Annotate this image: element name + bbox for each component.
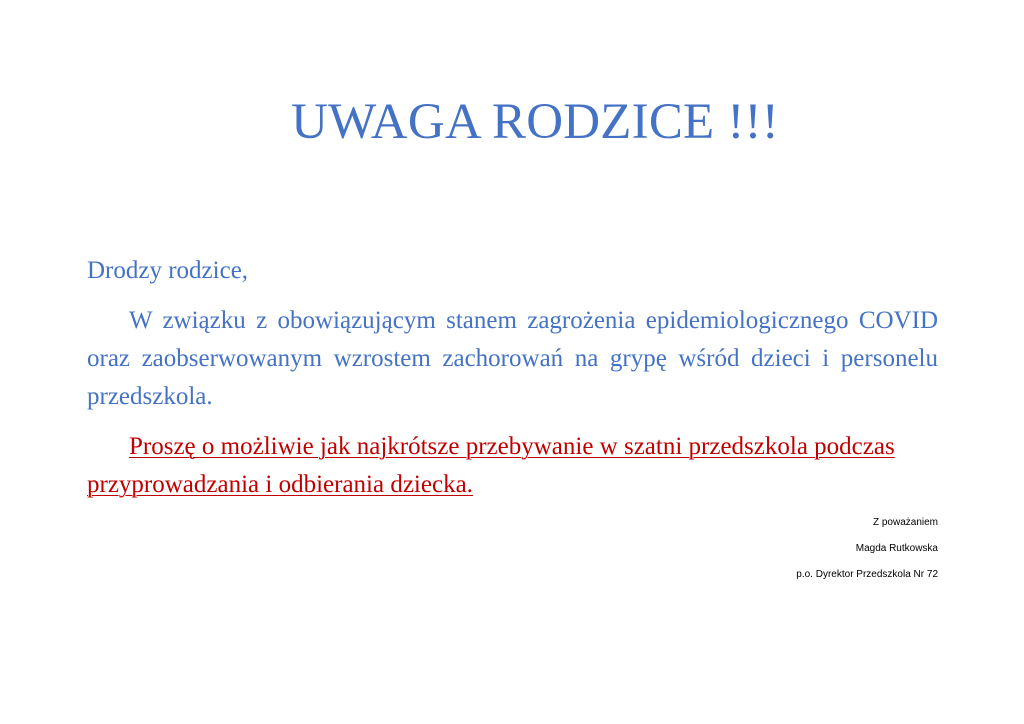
paragraph-request-text: Proszę o możliwie jak najkrótsze przebywanie w szatni przedszkola podczas przyprowadzania i odbierania dziecka. — [87, 433, 895, 498]
paragraph-request — [87, 428, 938, 504]
signature-name: Magda Rutkowska — [855, 543, 938, 554]
page-title: UWAGA RODZICE !!! — [291, 94, 779, 150]
signature-role: p.o. Dyrektor Przedszkola Nr 72 — [796, 569, 938, 580]
paragraph-covid-notice: W związku z obowiązującym stanem zagrożenia epidemiologicznego COVID oraz zaobserwowanym wzrostem zachorowań na grypę wśród dzieci i personelu przedszkola. — [87, 307, 938, 410]
signature-closing: Z poważaniem — [872, 517, 938, 528]
greeting: Drodzy rodzice, — [87, 257, 249, 284]
